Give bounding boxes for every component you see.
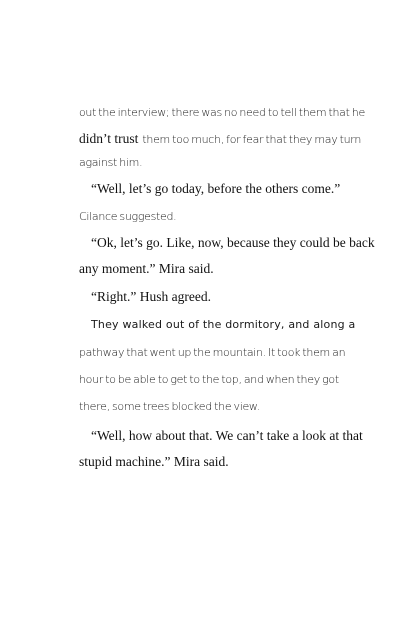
text-line-2-part-a: didn’t trust: [79, 131, 139, 146]
text-line-11: hour to be able to get to the top, and when they got: [79, 373, 339, 386]
text-line-4: “Well, let’s go today, before the others come.”: [91, 181, 341, 196]
text-line-12: there, some trees blocked the view.: [79, 400, 260, 413]
text-line-14: stupid machine.” Mira said.: [79, 454, 229, 469]
text-line-13: “Well, how about that. We can’t take a look at that: [91, 428, 363, 443]
text-line-10: pathway that went up the mountain. It took them an: [79, 346, 346, 359]
text-line-7: any moment.” Mira said.: [79, 261, 214, 276]
text-line-6: “Ok, let’s go. Like, now, because they could be back: [91, 235, 375, 250]
text-line-1: out the interview; there was no need to tell them that he: [79, 106, 365, 119]
text-line-8: “Right.” Hush agreed.: [91, 289, 211, 304]
text-line-2-part-b: them too much, for fear that they may turn: [142, 133, 361, 146]
text-line-2: [79, 131, 361, 147]
text-line-9: They walked out of the dormitory, and along a: [91, 318, 356, 331]
text-line-3: against him.: [79, 156, 143, 169]
text-line-5: Cilance suggested.: [79, 210, 177, 223]
